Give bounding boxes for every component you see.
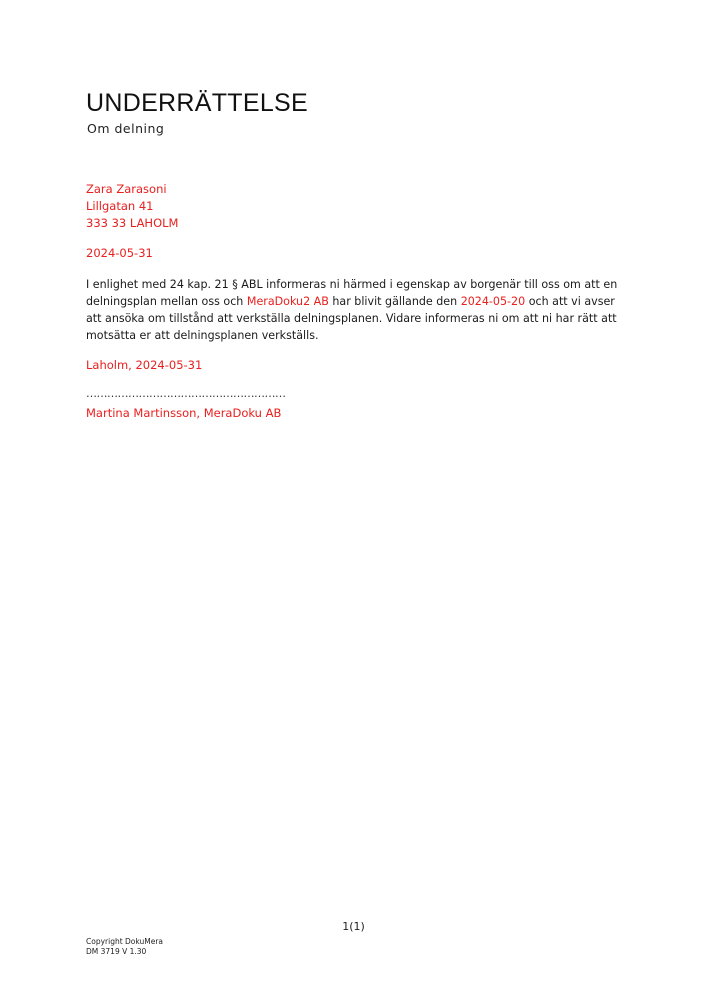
footer [86, 937, 163, 957]
page-number: 1(1) [342, 920, 365, 933]
letter-date: 2024-05-31 [86, 246, 153, 260]
recipient-name: Zara Zarasoni [86, 182, 167, 196]
recipient-postal: 333 33 LAHOLM [86, 216, 179, 230]
signature-place-date: Laholm, 2024-05-31 [86, 358, 203, 372]
recipient-address [86, 181, 178, 232]
company-name: MeraDoku2 AB [246, 295, 329, 308]
effective-date: 2024-05-20 [460, 295, 526, 308]
signature-line: ………………………………………………… [86, 387, 286, 400]
signer-name: Martina Martinsson, MeraDoku AB [86, 406, 282, 420]
footer-version: DM 3719 V 1.30 [86, 947, 147, 956]
recipient-street: Lillgatan 41 [86, 199, 154, 213]
body-text-part-1: I enlighet med 24 kap. 21 § ABL informeras ni härmed i egenskap av borgenär till oss om att en delningsplan mellan oss och [86, 278, 618, 308]
body-text-part-2: har blivit gällande den [328, 295, 461, 308]
document-subtitle: Om delning [87, 121, 165, 136]
body-paragraph [86, 276, 626, 344]
footer-copyright: Copyright DokuMera [86, 937, 164, 946]
body-text-part-3: och att vi avser att ansöka om tillstånd att verkställa delningsplanen. Vidare informeras ni om att ni har rätt att motsätta er att delningsplanen verkställs. [86, 295, 617, 342]
document-title: UNDERRÄTTELSE [86, 89, 308, 117]
